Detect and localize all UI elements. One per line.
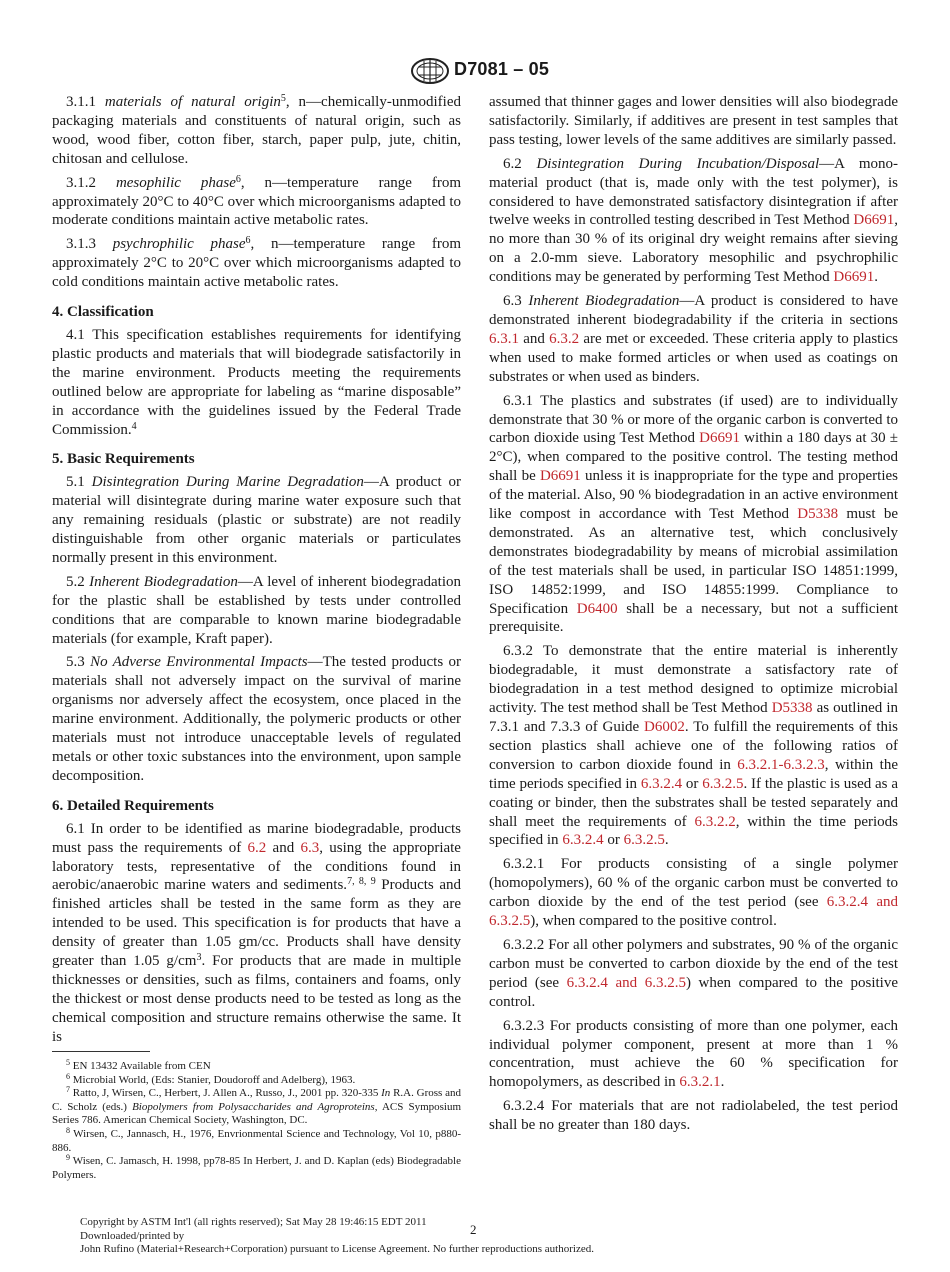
page-number: 2 (470, 1222, 477, 1237)
paragraph-6-3-2-4: 6.3.2.4 For materials that are not radiolabeled, the test period shall be no greater than 180 days. (489, 1098, 898, 1134)
ref-link-6-3-2-4-and-5[interactable]: 6.3.2.4 and 6.3.2.5 (489, 894, 898, 930)
ref-link-6-3[interactable]: 6.3 (300, 839, 320, 856)
astm-logo-icon (410, 58, 450, 84)
ref-link-6-2[interactable]: 6.2 (247, 839, 267, 856)
ref-link-d5338[interactable]: D5338 (797, 506, 839, 523)
ref-link-6-3-2-4[interactable]: 6.3.2.4 (562, 832, 604, 849)
ref-link-6-3-2-5[interactable]: 6.3.2.5 (702, 775, 744, 792)
ref-link-6-3-2-2[interactable]: 6.3.2.2 (694, 813, 736, 830)
ref-link-6-3-2-4-and-5[interactable]: 6.3.2.4 and 6.3.2.5 (566, 974, 686, 991)
section-heading-basic-requirements: 5. Basic Requirements (52, 451, 195, 468)
section-heading-classification: 4. Classification (52, 304, 154, 321)
footnote-8: $^8$ Wirsen, C., Jannasch, H., 1976, Envrionmental Science and Technology, Vol 10, p880-886. (52, 1125, 461, 1154)
footnote-9: $^9$ Wisen, C. Jamasch, H. 1998, pp78-85 In Herbert, J. and D. Kaplan (eds) Biodegradable Polymers. (52, 1153, 461, 1181)
ref-link-6-3-2-1-to-3[interactable]: 6.3.2.1-6.3.2.3 (737, 756, 825, 773)
footnote-5: $^5$ EN 13432 Available from CEN (66, 1058, 211, 1072)
ref-link-6-3-1[interactable]: 6.3.1 (489, 330, 519, 347)
paragraph-6-1: 6.1 In order to be identified as marine biodegradable, products must pass the requirements of 6.2 and 6.3, using the appropriate laboratory tests, representative of the conditions found in aerobic/anaerobic marine waters and sediments.$^{7, 8, 9}$ Products and finished articles shall be tested in the same form as they are intended to be used. This specification is for products that have a density of greater than 1.05 gm/cc. Products shall have density greater than 1.05 $g/cm^3$. For products that are made in multiple thicknesses or densities, such as films, containers and foams, only the thickest or most dense products need to be tested as long as the chemical composition and structure remains otherwise the same. It is (52, 820, 461, 1045)
ref-link-d5338[interactable]: D5338 (771, 700, 813, 717)
footnotes (52, 1060, 461, 1182)
right-column (489, 93, 898, 1140)
license-line: John Rufino (Material+Research+Corporation) pursuant to License Agreement. No further reproductions authorized. (80, 1243, 594, 1256)
downloaded-line: Downloaded/printed by (80, 1229, 185, 1242)
ref-link-d6691[interactable]: D6691 (539, 468, 581, 485)
ref-link-d6002[interactable]: D6002 (644, 719, 685, 735)
footnote-7: $^7$ Ratto, J, Wirsen, C., Herbert, J. Allen A., Russo, J., 2001 pp. 320-335 In R.A. Gross and C. Scholz (eds.) Biopolymers from Polysaccharides and Agroproteins, ACS Symposium Series 786. American Chemical Society, Washington, DC. (52, 1085, 462, 1127)
paragraph-6-3: 6.3 Inherent Biodegradation—A product is considered to have demonstrated inherent biodegradability if the criteria in sections 6.3.1 and 6.3.2 are met or exceeded. These criteria apply to plastics when used to make formed articles or when used as coatings on substrates or when used as binders. (489, 293, 898, 385)
paragraph-6-1-continued: assumed that thinner gages and lower densities will also biodegrade satisfactorily. Similarly, if additives are present in test samples that pass testing, lower levels of the same additives are similarly passed. (489, 94, 898, 148)
ref-link-d6691[interactable]: D6691 (699, 430, 740, 447)
paragraph-4-1: 4.1 This specification establishes requirements for identifying plastic products and materials that will biodegrade satisfactorily in the marine environment. Products meeting the requirements outlined below are appropriate for labeling as “marine disposable” in accordance with the guidelines issued by the Federal Trade Commission.$^4$ (52, 326, 461, 438)
copyright-line: Copyright by ASTM Int'l (all rights reserved); Sat May 28 19:46:15 EDT 2011 (80, 1216, 427, 1228)
footnote-6: $^6$ Microbial World, (Eds: Stanier, Doudoroff and Adelberg), 1963. (66, 1071, 356, 1086)
left-column (52, 93, 461, 1052)
footnote-divider (52, 1051, 150, 1052)
paragraph-6-3-2-1: 6.3.2.1 For products consisting of a single polymer (homopolymers), 60 % of the organic carbon must be converted to carbon dioxide by the end of the test period (see 6.3.2.4 and 6.3.2.5), when compared to the positive control. (489, 856, 898, 930)
paragraph-6-3-2-3: 6.3.2.3 For products consisting of more than one polymer, each individual polymer component, present at more than 1 % concentration, must achieve the 60 % specification for homopolymers, as described in 6.3.2.1. (489, 1017, 898, 1091)
section-heading-detailed-requirements: 6. Detailed Requirements (52, 797, 214, 814)
paragraph-3-1-2: 3.1.2 mesophilic phase$^6$, n—temperature range from approximately 20°C to 40°C over which microorganisms adapted to moderate conditions maintain active metabolic rates. (52, 173, 462, 229)
paragraph-6-3-2: 6.3.2 To demonstrate that the entire material is inherently biodegradable, it must demonstrate a satisfactory rate of biodegradation in a test method designed to optimize microbial activity. The test method shall be Test Method D5338 as outlined in 7.3.1 and 7.3.3 of Guide D6002. To fulfill the requirements of this section plastics shall achieve one of the following ratios of conversion to carbon dioxide found in 6.3.2.1-6.3.2.3, within the time periods specified in 6.3.2.4 or 6.3.2.5. If the plastic is used as a coating or binder, then the substrates shall be tested separately and shall meet the requirements of 6.3.2.2, within the time periods specified in 6.3.2.4 or 6.3.2.5. (489, 643, 899, 849)
ref-link-d6691[interactable]: D6691 (853, 212, 895, 229)
ref-link-d6400[interactable]: D6400 (576, 600, 618, 617)
paragraph-3-1-3: 3.1.3 psychrophilic phase$^6$, n—temperature range from approximately 2°C to 20°C over which microorganisms adapted to cold conditions maintain active metabolic rates. (52, 235, 462, 291)
page-header (0, 58, 950, 84)
paragraph-5-1: 5.1 Disintegration During Marine Degradation—A product or material will disintegrate during marine water exposure such that any remaining residuals (plastic or substrate) are not readily distinguishable from other organic materials or particulates normally present in this environment. (52, 474, 461, 566)
paragraph-6-3-2-2: 6.3.2.2 For all other polymers and substrates, 90 % of the organic carbon must be converted to carbon dioxide by the end of the test period (see 6.3.2.4 and 6.3.2.5) when compared to the positive control. (489, 936, 898, 1010)
ref-link-6-3-2-4[interactable]: 6.3.2.4 (640, 775, 683, 792)
document-designation: D7081 – 05 (454, 59, 550, 79)
ref-link-6-3-2[interactable]: 6.3.2 (549, 330, 580, 347)
copyright-footer (80, 1216, 594, 1257)
paragraph-5-2: 5.2 Inherent Biodegradation—A level of inherent biodegradation for the plastic shall be established by tests under controlled conditions that are comparable to known marine biodegradable materials (for example, Kraft paper). (52, 573, 461, 647)
ref-link-d6691[interactable]: D6691 (833, 269, 875, 286)
paragraph-5-3: 5.3 No Adverse Environmental Impacts—The tested products or materials shall not adversely impact on the survival of marine organisms nor adversely affect the ecosystem, once placed in the marine environment. Additionally, the polymeric products or other materials must not introduce unacceptable levels of regulated metals or other toxic substances into the environment, upon sample decomposition. (52, 654, 461, 784)
paragraph-6-3-1: 6.3.1 The plastics and substrates (if used) are to individually demonstrate that 30 % or more of the organic carbon is converted to carbon dioxide using Test Method D6691 within a 180 days at 30 ± 2°C), when compared to the positive control. The testing method shall be D6691 unless it is inappropriate for the type and properties of the material. Also, 90 % biodegradation in an active environment like compost in accordance with Test Method D5338 must be demonstrated. As an alternative test, which conclusively demonstrates biodegradability by means of microbial assimilation of the test materials shall be used, in particular ISO 14851:1999, ISO 14852:1999, and ISO 14855:1999. Compliance to Specification D6400 shall be a necessary, but not a sufficient prerequisite. (489, 392, 899, 636)
paragraph-3-1-1: 3.1.1 materials of natural origin$^5$, n—chemically-unmodified packaging materials and constituents of natural origin, such as wood, wood fiber, cotton fiber, starch, paper pulp, jute, chitin, chitosan and cellulose. (52, 93, 461, 167)
ref-link-6-3-2-1[interactable]: 6.3.2.1 (679, 1074, 721, 1091)
paragraph-6-2: 6.2 Disintegration During Incubation/Disposal—A mono-material product (that is, made only with the test polymer), is considered to have demonstrated satisfactory disintegration if after twelve weeks in controlled testing described in Test Method D6691, no more than 30 % of its original dry weight remains after sieving on a 2.0-mm sieve. Laboratory mesophilic and psychrophilic conditions may be generated by performing Test Method D6691. (489, 155, 899, 286)
ref-link-6-3-2-5[interactable]: 6.3.2.5 (623, 832, 665, 849)
